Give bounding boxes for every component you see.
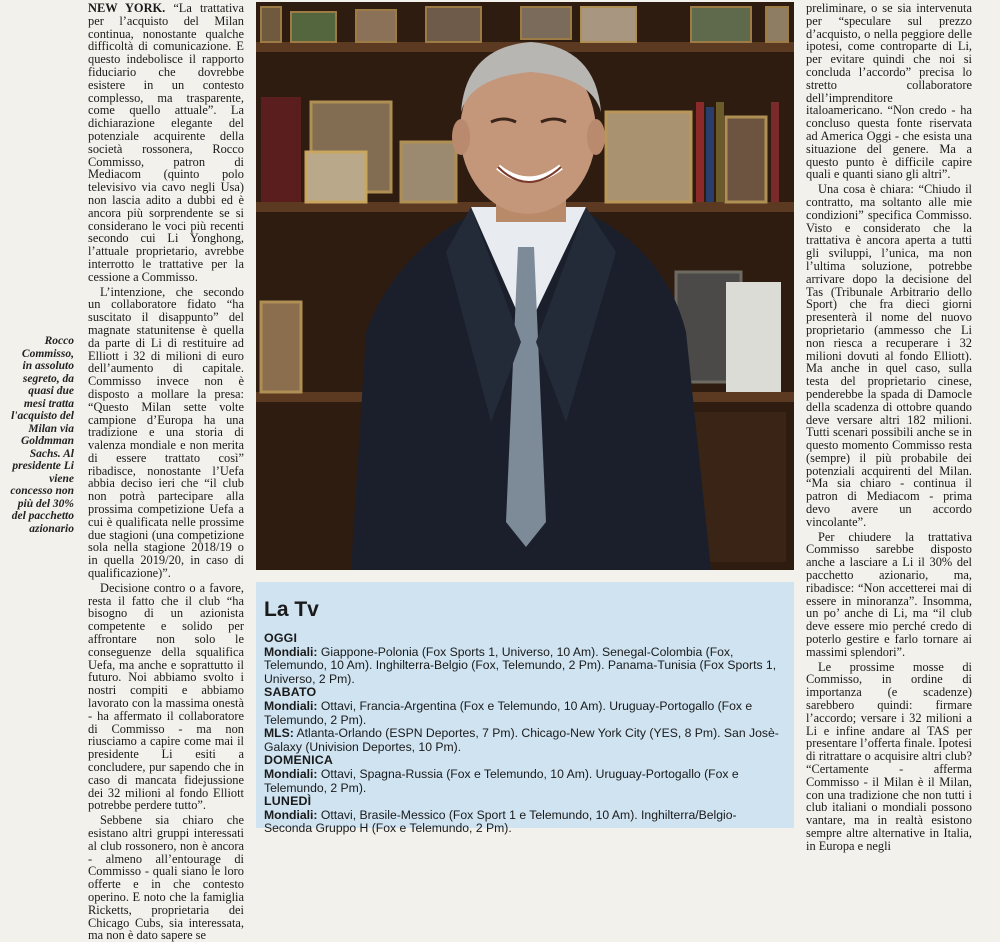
tv-day-heading: OGGI <box>264 631 298 645</box>
tv-day-heading: DOMENICA <box>264 753 334 768</box>
tv-entry-text: Atlanta-Orlando (ESPN Deportes, 7 Pm). Chicago-New York City (YES, 8 Pm). San Josè-Galaxy (Univision Deportes, 10 Pm). <box>264 726 779 754</box>
article-paragraph: Sebbene sia chiaro che esistano altri gruppi interessati al club rossonero, non è ancora - almeno all’entourage di Commisso - quali siano le loro offerte e in che contesto operino. E noto che la famiglia Ricketts, proprietaria dei Chicago Cubs, sia interessata, ma non è dato sapere se <box>88 813 244 942</box>
portrait-photo <box>256 2 794 570</box>
tv-entry-text: Ottavi, Spagna-Russia (Fox e Telemundo, 10 Am). Uruguay-Portogallo (Fox e Telemundo, 2 Pm). <box>264 766 739 795</box>
tv-entry-label: MLS: <box>264 726 294 741</box>
tv-listings <box>264 632 784 836</box>
article-paragraph <box>88 2 244 284</box>
paragraph-text: “La trattativa per l’acquisto del Milan continua, nonostante qualche difficoltà di comunicazione. E questo indebolisce il rapporto fiduciario che dovrebbe esistere in un contesto complesso, ma trasparente, come quello attuale”. La dichiarazione elegante del potenziale acquirente della società rossonera, Rocco Commisso, patron di Mediacom (quinto polo televisivo via cavo negli Usa) non lascia adito a dubbi ed è ancora più sorprendente se si considerano le voci più recenti secondo cui Li Yonghong, l’attuale proprietario, avrebbe interrotto le trattative per la cessione a Commisso. <box>88 1 244 284</box>
photo-caption: Rocco Commisso, in assoluto segreto, da quasi due mesi tratta l'acquisto del Milan via Goldmman Sachs. Al presidente Li viene concesso non più del 30% del pacchetto azionario <box>10 335 74 535</box>
dateline: NEW YORK. <box>88 1 166 15</box>
tv-entry <box>264 809 784 836</box>
article-paragraph: Per chiudere la trattativa Commisso sarebbe disposto anche a lasciare a Li il 30% del pacchetto azionario, ma, ribadisce: “Non accetterei mai di essere in minoranza”. Insomma, un po’ anche di Li, ma “il club deve essere mio perché credo di poterlo gestire e farlo tornare ai massimi splendori”. <box>806 529 972 659</box>
article-paragraph: L’intenzione, che secondo un collaboratore fidato “ha suscitato il disappunto” del magnate statunitense è quella da parte di Li di restituire ad Elliott i 32 di milioni di euro dell’aumento di capitale. Commisso invece non è disposto a mollare la presa: “Questo Milan sette volte campione d’Europa ha una tradizione e una storia di valenza mondiale e non merita di essere trattato così” ribadisce, nonostante l’Uefa abbia deciso ieri che “il club non potrà partecipare alla prossima competizione Uefa a cui è qualificata nelle prossime due stagioni (una competizione sola nella stagione 2018/19 o in quella 2019/20, in caso di qualificazione)”. <box>88 284 244 581</box>
tv-entry-text: Ottavi, Francia-Argentina (Fox e Telemundo, 10 Am). Uruguay-Portogallo (Fox e Telemundo, 2 Pm). <box>264 698 753 727</box>
tv-entry-label: Mondiali: <box>264 698 318 713</box>
article-column-right <box>806 1 972 853</box>
tv-entry <box>264 646 784 687</box>
article-paragraph: Le prossime mosse di Commisso, in ordine di importanza (e scadenze) sarebbero quindi: firmare l’accordo; versare i 32 milioni a Li e infine andare al TAS per presentare l’offerta finale. Ipotesi di ritrattare o acquisire altri club? “Certamente - afferma Commisso - il Milan è il Milan, con una tradizione che non tutti i club italiani o mondiali possono vantare, ma in realtà esistono sempre altre alternative in Italia, in Europa e negli <box>806 659 972 853</box>
tv-day-heading: SABATO <box>264 685 317 700</box>
tv-entry-text: Ottavi, Brasile-Messico (Fox Sport 1 e Telemundo, 10 Am). Inghilterra/Belgio- Seconda Gruppo H (Fox e Telemundo, 2 Pm). <box>264 807 737 836</box>
tv-entry-text: Giappone-Polonia (Fox Sports 1, Universo, 10 Am). Senegal-Colombia (Fox, Telemundo, 10 Am). Inghilterra-Belgio (Fox, Telemundo, 2 Pm). Panama-Tunisia (Fox Sports 1, Universo, 2 Pm). <box>264 644 777 686</box>
tv-entry <box>264 700 784 727</box>
tv-day-heading: LUNEDÌ <box>264 794 312 809</box>
tv-entry-label: Mondiali: <box>264 644 318 659</box>
article-paragraph: Una cosa è chiara: “Chiudo il contratto, ma soltanto alle mie condizioni” specifica Commisso. Visto e considerato che la trattativa è ancora aperta a tutti gli sviluppi, l’unica, ma non l’ultima soluzione, potrebbe arrivare dopo la decisione del Tas (Tribunale Arbitrario dello Sport) che fra dieci giorni presenterà il nome del nuovo proprietario (ammesso che Li non riesca a recuperare i 32 milioni dovuti al fondo Elliott). Ma anche in quel caso, sulla testa del proprietario cinese, penderebbe la spada di Damocle della scadenza di ottobre quando deve versare altri 182 milioni. Tutti scenari possibili anche se in questo momento Commisso resta (sempre) il più probabile dei potenziali acquirenti del Milan. “Ma sia chiaro - continua il patron di Mediacom - prima devo avere un accordo vincolante”. <box>806 182 972 529</box>
tv-title: La Tv <box>264 598 319 621</box>
article-paragraph: preliminare, o se sia intervenuta per “speculare sul prezzo d’acquisto, o nella peggiore delle ipotesi, come controparte di Li, per evitare quindi che noi si concluda l’accordo” precisa lo stretto collaboratore dell’imprenditore italoamericano. “Non credo - ha concluso questa fonte riservata ad America Oggi - che esista una situazione del genere. Ma a questo punto è difficile capire quali e quanti siano gli altri”. <box>806 1 972 182</box>
article-column-left <box>88 1 244 942</box>
tv-listings-box <box>256 582 794 836</box>
tv-entry-label: Mondiali: <box>264 766 318 781</box>
article-paragraph: Decisione contro o a favore, resta il fatto che il club “ha bisogno di un azionista competente e solido per affrontare non solo le conseguenze della squalifica Uefa, ma anche e soprattutto il futuro. Noi abbiamo svolto i nostri compiti e abbiamo lavorato con la massima onestà - ha affermato il collaboratore di Commisso - ma non riusciamo a capire come mai il presidente Li esiti a concludere, pur sapendo che in caso di mancata fidejussione dei 32 milioni al fondo Elliott potrebbe perdere tutto”. <box>88 580 244 813</box>
tv-entry <box>264 768 784 795</box>
tv-entry <box>264 727 784 754</box>
tv-entry-label: Mondiali: <box>264 807 318 822</box>
portrait-illustration <box>256 2 794 570</box>
